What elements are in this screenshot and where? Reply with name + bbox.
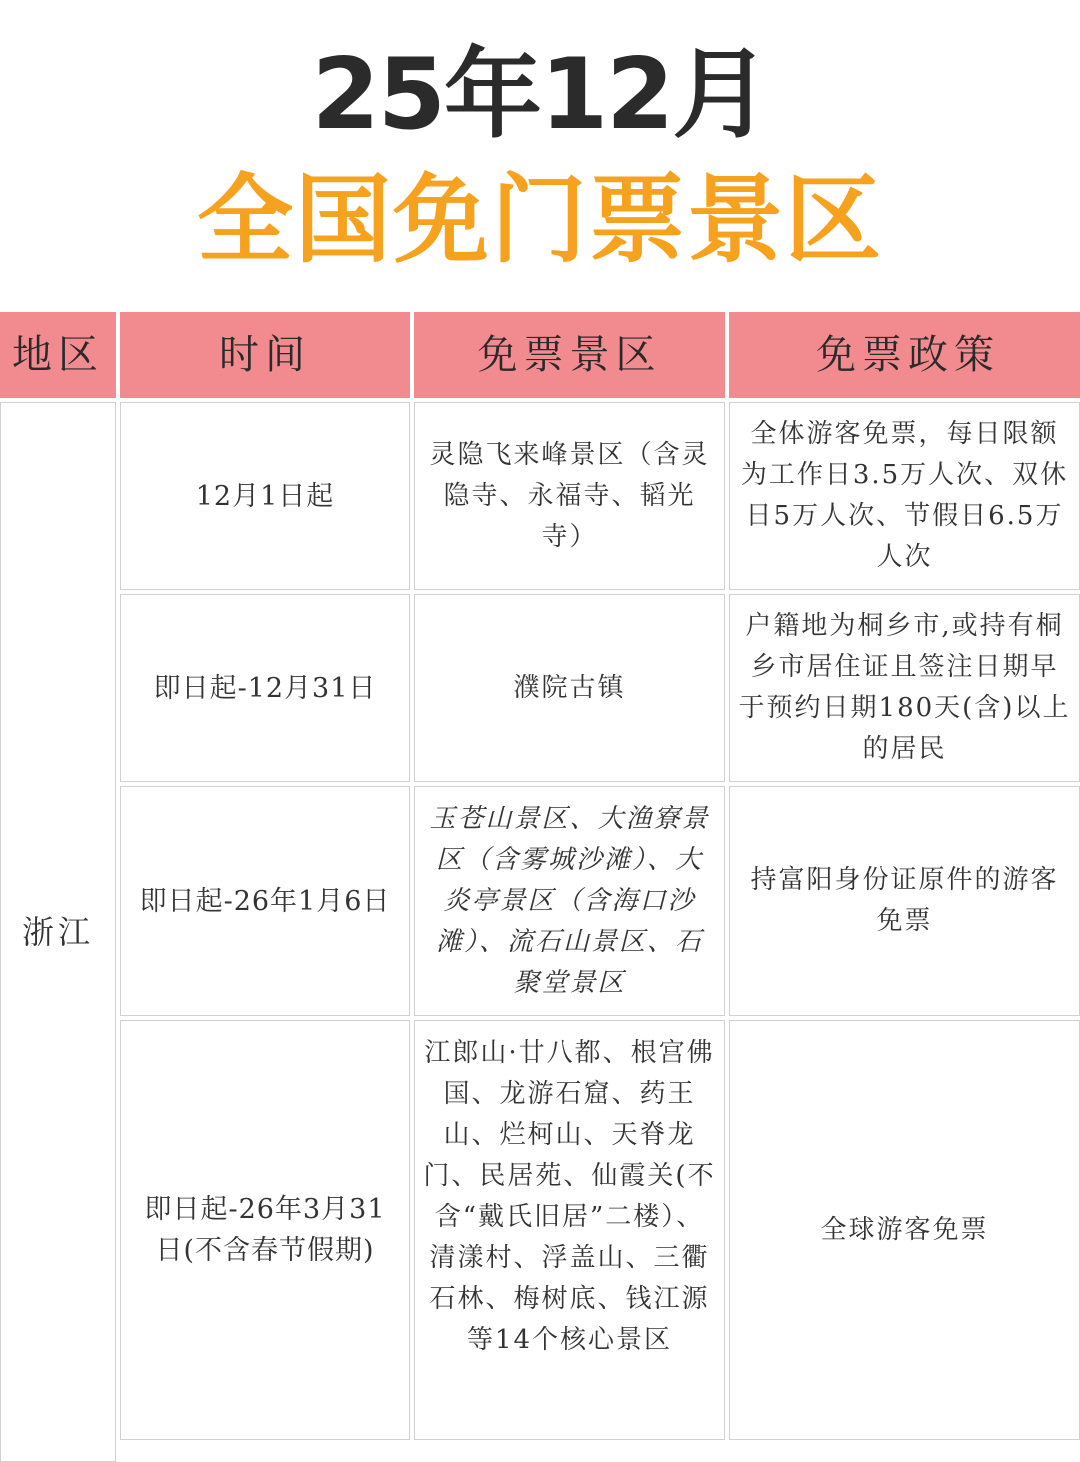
row-3-scenic: 玉苍山景区、大渔寮景区（含雾城沙滩）、大炎亭景区（含海口沙滩）、流石山景区、石聚堂景区 <box>414 786 725 1016</box>
row-2-policy: 户籍地为桐乡市,或持有桐乡市居住证且签注日期早于预约日期180天(含)以上的居民 <box>729 594 1080 782</box>
header-region: 地区 <box>0 312 116 398</box>
page-title-main: 全国免门票景区 <box>197 164 883 276</box>
row-1-time: 12月1日起 <box>120 402 410 590</box>
row-2-time: 即日起-12月31日 <box>120 594 410 782</box>
row-4-time: 即日起-26年3月31日(不含春节假期) <box>120 1020 410 1440</box>
header-time: 时间 <box>120 312 410 398</box>
header-scenic: 免票景区 <box>414 312 725 398</box>
row-3-policy: 持富阳身份证原件的游客免票 <box>729 786 1080 1016</box>
row-1-scenic: 灵隐飞来峰景区（含灵隐寺、永福寺、韬光寺） <box>414 402 725 590</box>
row-4-scenic: 江郎山·廿八都、根宫佛国、龙游石窟、药王山、烂柯山、天脊龙门、民居苑、仙霞关(不含“戴氏旧居”二楼）、清漾村、浮盖山、三衢石林、梅树底、钱江源等14个核心景区 <box>414 1020 725 1440</box>
region-cell: 浙江 <box>0 402 116 1462</box>
header-policy: 免票政策 <box>729 312 1080 398</box>
row-3-time: 即日起-26年1月6日 <box>120 786 410 1016</box>
row-1-policy: 全体游客免票，每日限额为工作日3.5万人次、双休日5万人次、节假日6.5万人次 <box>729 402 1080 590</box>
page-title-date: 25年12月 <box>311 38 769 152</box>
row-4-policy: 全球游客免票 <box>729 1020 1080 1440</box>
row-2-scenic: 濮院古镇 <box>414 594 725 782</box>
